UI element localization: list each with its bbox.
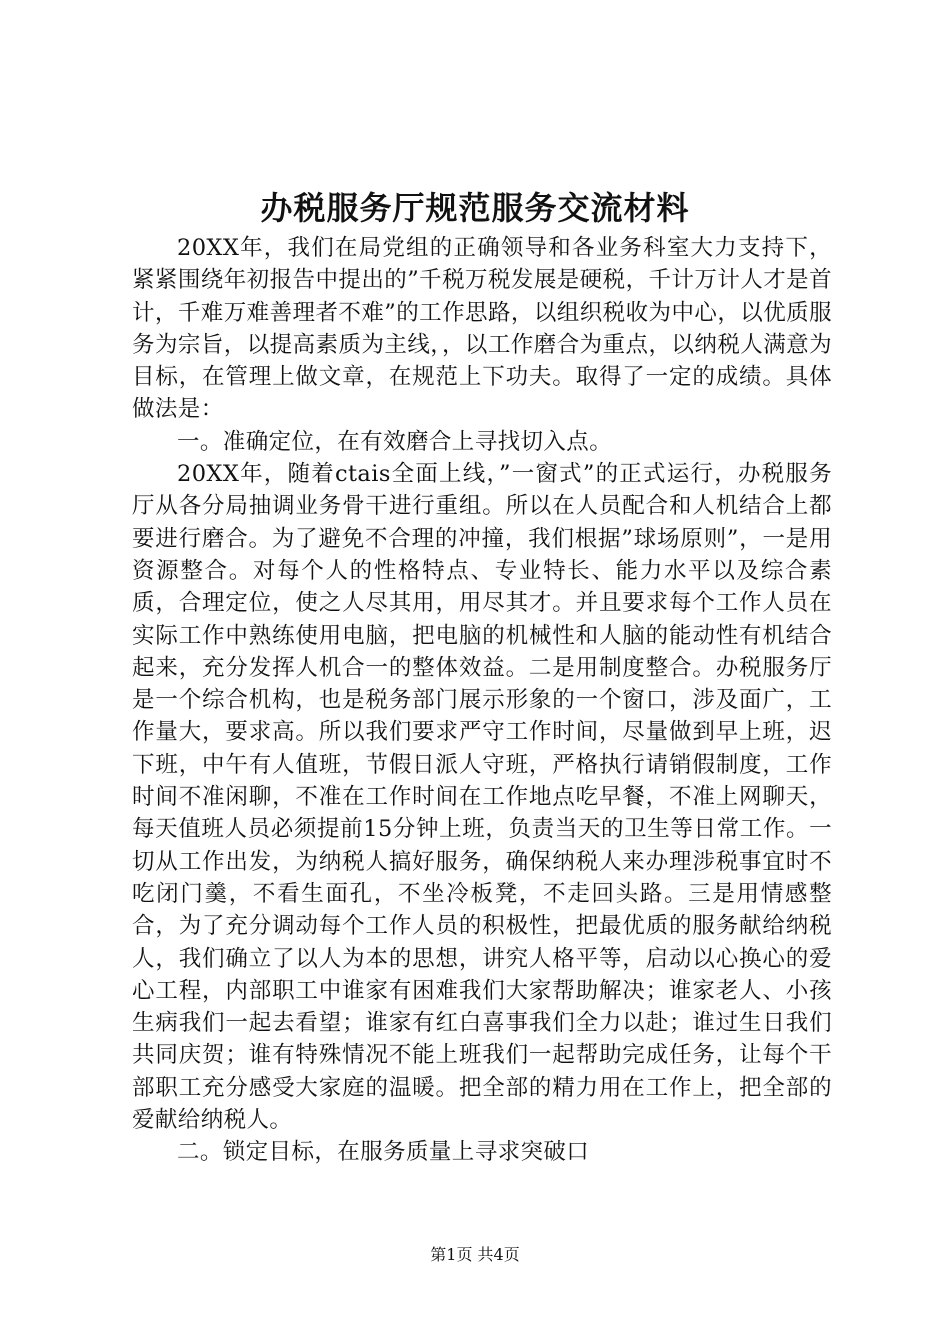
page-number: 第1页 共4页 <box>430 1245 520 1264</box>
section-heading-2: 二。锁定目标，在服务质量上寻求突破口 <box>177 1139 590 1166</box>
document-body <box>132 232 832 1169</box>
paragraph-intro: 20XX年，我们在局党组的正确领导和各业务科室大力支持下，紧紧围绕年初报告中提出的”千税万税发展是硬税，千计万计人才是首计，千难万难善理者不难”的工作思路，以组织税收为中心，以优质服务为宗旨，以提高素质为主线，，以工作磨合为重点，以纳税人满意为目标，在管理上做文章，在规范上下功夫。取得了一定的成绩。具体做法是： <box>132 235 832 423</box>
paragraph-section-1: 20XX年，随着ctais全面上线，”一窗式”的正式运行，办税服务厅从各分局抽调业务骨干进行重组。所以在人员配合和人机结合上都要进行磨合。为了避免不合理的冲撞，我们根据”球场原则”，一是用资源整合。对每个人的性格特点、专业特长、能力水平以及综合素质，合理定位，使之人尽其用，用尽其才。并且要求每个工作人员在实际工作中熟练使用电脑，把电脑的机械性和人脑的能动性有机结合起来，充分发挥人机合一的整体效益。二是用制度整合。办税服务厅是一个综合机构，也是税务部门展示形象的一个窗口，涉及面广，工作量大，要求高。所以我们要求严守工作时间，尽量做到早上班，迟下班，中午有人值班，节假日派人守班，严格执行请销假制度，工作时间不准闲聊，不准在工作时间在工作地点吃早餐，不准上网聊天，每天值班人员必须提前15分钟上班，负责当天的卫生等日常工作。一切从工作出发，为纳税人搞好服务，确保纳税人来办理涉税事宜时不吃闭门羹，不看生面孔，不坐冷板凳，不走回头路。三是用情感整合，为了充分调动每个工作人员的积极性，把最优质的服务献给纳税人，我们确立了以人为本的思想，讲究人格平等，启动以心换心的爱心工程，内部职工中谁家有困难我们大家帮助解决；谁家老人、小孩生病我们一起去看望；谁家有红白喜事我们全力以赴；谁过生日我们共同庆贺；谁有特殊情况不能上班我们一起帮助完成任务，让每个干部职工充分感受大家庭的温暖。把全部的精力用在工作上，把全部的爱献给纳税人。 <box>132 461 832 1134</box>
document-title: 办税服务厅规范服务交流材料 <box>260 189 690 227</box>
section-heading-1: 一。准确定位，在有效磨合上寻找切入点。 <box>177 428 613 455</box>
